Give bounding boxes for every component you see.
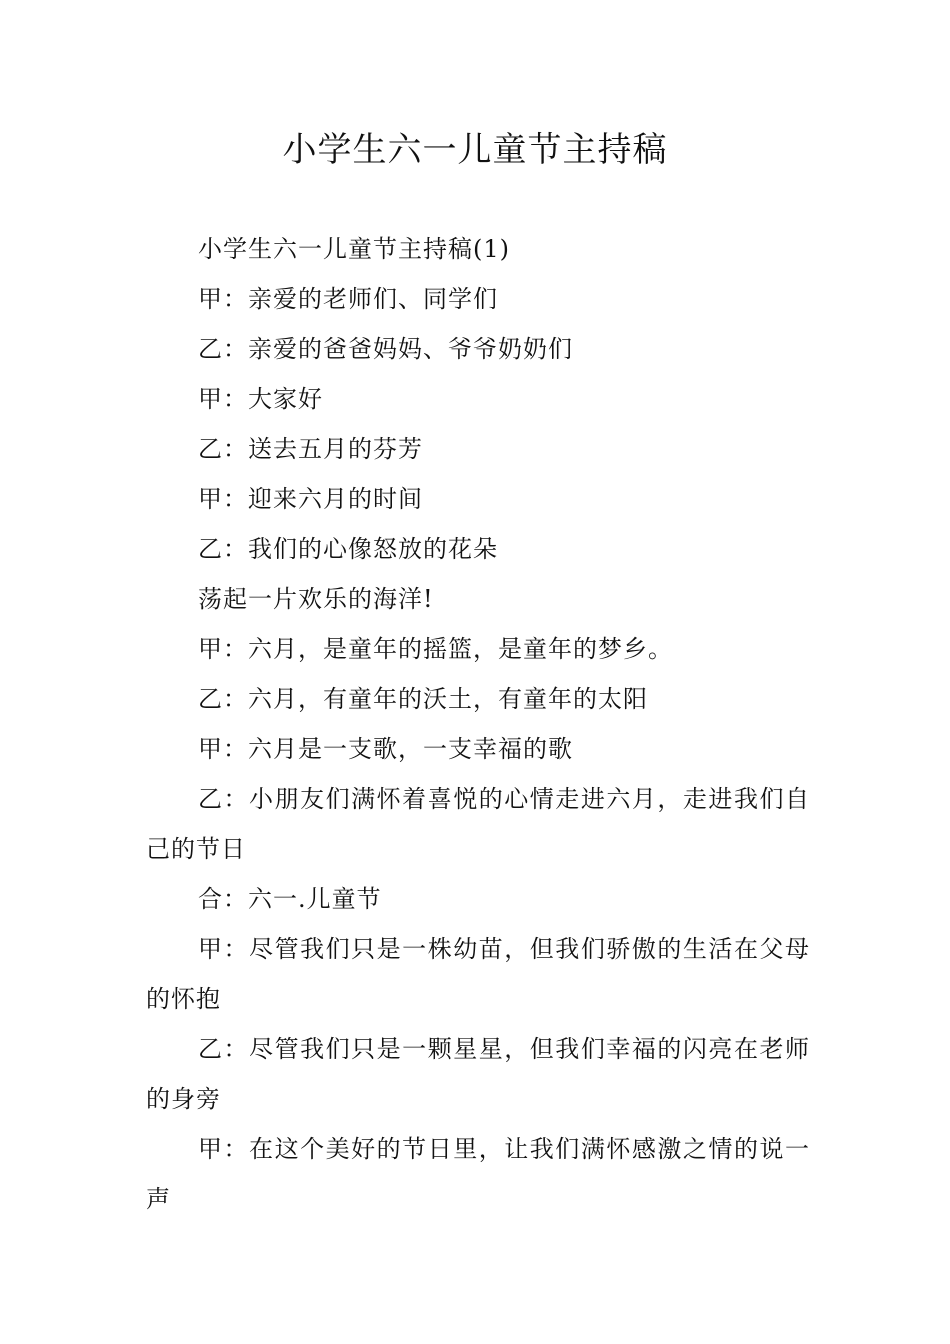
- paragraph: 乙：小朋友们满怀着喜悦的心情走进六月，走进我们自己的节日: [146, 785, 810, 863]
- paragraph: 甲：在这个美好的节日里，让我们满怀感激之情的说一声: [146, 1135, 810, 1213]
- paragraph: 甲：尽管我们只是一株幼苗，但我们骄傲的生活在父母的怀抱: [146, 935, 810, 1013]
- paragraph: 荡起一片欢乐的海洋!: [198, 585, 434, 613]
- paragraph: 乙：尽管我们只是一颗星星，但我们幸福的闪亮在老师的身旁: [146, 1035, 810, 1113]
- paragraph: 甲：大家好: [198, 385, 323, 413]
- paragraph-heading: 小学生六一儿童节主持稿(1): [198, 235, 510, 263]
- document-body: [146, 224, 810, 1224]
- document-title: 小学生六一儿童节主持稿: [282, 130, 668, 170]
- paragraph: 乙：我们的心像怒放的花朵: [198, 535, 498, 563]
- paragraph: 甲：亲爱的老师们、同学们: [198, 285, 498, 313]
- paragraph: 乙：送去五月的芬芳: [198, 435, 423, 463]
- paragraph: 甲：六月是一支歌，一支幸福的歌: [198, 735, 573, 763]
- paragraph: 乙：六月，有童年的沃土，有童年的太阳: [198, 685, 648, 713]
- paragraph: 合：六一.儿童节: [198, 885, 382, 913]
- paragraph: 甲：迎来六月的时间: [198, 485, 423, 513]
- paragraph: 甲：六月，是童年的摇篮，是童年的梦乡。: [198, 635, 673, 663]
- paragraph: 乙：亲爱的爸爸妈妈、爷爷奶奶们: [198, 335, 573, 363]
